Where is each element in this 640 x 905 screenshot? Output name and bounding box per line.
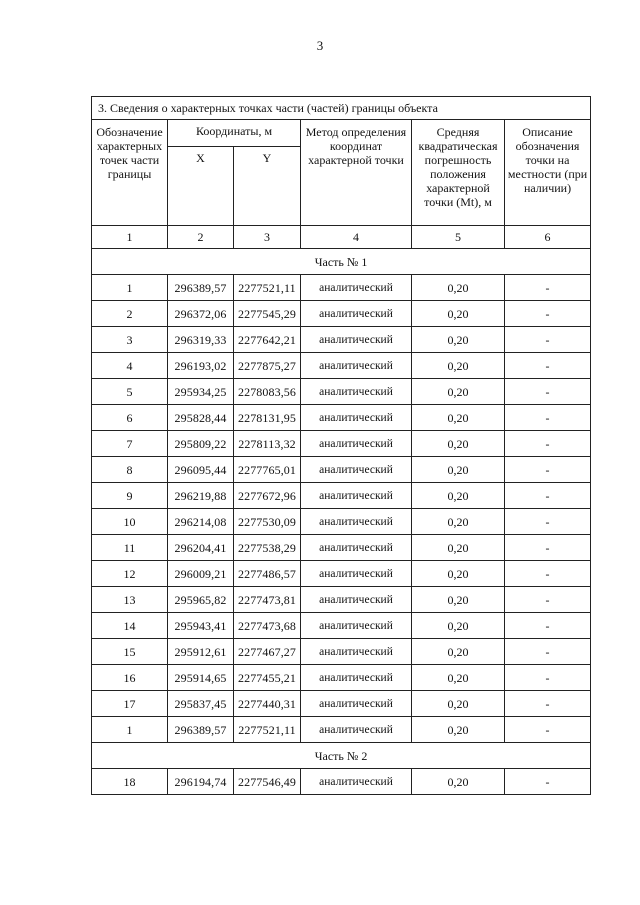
table-row	[92, 691, 591, 717]
method-cell: аналитический	[301, 379, 412, 405]
accuracy-cell: 0,20	[412, 769, 505, 795]
accuracy-cell: 0,20	[412, 561, 505, 587]
coord-y: 2278083,56	[234, 379, 301, 405]
point-number: 2	[92, 301, 168, 327]
header-x: X	[168, 147, 234, 226]
method-cell: аналитический	[301, 431, 412, 457]
accuracy-cell: 0,20	[412, 431, 505, 457]
column-number: 3	[234, 226, 301, 249]
coord-y: 2277672,96	[234, 483, 301, 509]
coord-x: 295934,25	[168, 379, 234, 405]
point-number: 7	[92, 431, 168, 457]
coord-y: 2277538,29	[234, 535, 301, 561]
method-cell: аналитический	[301, 639, 412, 665]
coord-y: 2277642,21	[234, 327, 301, 353]
column-number: 1	[92, 226, 168, 249]
accuracy-cell: 0,20	[412, 405, 505, 431]
coord-x: 295912,61	[168, 639, 234, 665]
coord-y: 2277486,57	[234, 561, 301, 587]
coord-x: 296372,06	[168, 301, 234, 327]
coord-y: 2277467,27	[234, 639, 301, 665]
point-number: 1	[92, 717, 168, 743]
method-cell: аналитический	[301, 405, 412, 431]
description-cell: -	[505, 561, 591, 587]
description-cell: -	[505, 639, 591, 665]
description-cell: -	[505, 691, 591, 717]
description-cell: -	[505, 379, 591, 405]
method-cell: аналитический	[301, 613, 412, 639]
coord-x: 296009,21	[168, 561, 234, 587]
coord-x: 296319,33	[168, 327, 234, 353]
method-cell: аналитический	[301, 769, 412, 795]
part-title: Часть № 2	[92, 743, 591, 769]
method-cell: аналитический	[301, 535, 412, 561]
method-cell: аналитический	[301, 301, 412, 327]
point-number: 1	[92, 275, 168, 301]
table-row	[92, 769, 591, 795]
table-row	[92, 535, 591, 561]
coord-x: 296389,57	[168, 275, 234, 301]
accuracy-cell: 0,20	[412, 483, 505, 509]
method-cell: аналитический	[301, 587, 412, 613]
point-number: 10	[92, 509, 168, 535]
description-cell: -	[505, 613, 591, 639]
coord-y: 2277521,11	[234, 717, 301, 743]
point-number: 4	[92, 353, 168, 379]
accuracy-cell: 0,20	[412, 613, 505, 639]
description-cell: -	[505, 275, 591, 301]
description-cell: -	[505, 535, 591, 561]
coord-x: 295914,65	[168, 665, 234, 691]
coord-y: 2277545,29	[234, 301, 301, 327]
accuracy-cell: 0,20	[412, 509, 505, 535]
coord-y: 2277765,01	[234, 457, 301, 483]
boundary-points-table	[91, 96, 591, 795]
table-row	[92, 483, 591, 509]
method-cell: аналитический	[301, 353, 412, 379]
coord-y: 2277455,21	[234, 665, 301, 691]
part-header-row	[92, 743, 591, 769]
coord-x: 296389,57	[168, 717, 234, 743]
accuracy-cell: 0,20	[412, 275, 505, 301]
method-cell: аналитический	[301, 665, 412, 691]
coord-y: 2277875,27	[234, 353, 301, 379]
table-row	[92, 587, 591, 613]
coord-x: 295828,44	[168, 405, 234, 431]
coord-x: 295837,45	[168, 691, 234, 717]
column-numbers-row	[92, 226, 591, 249]
point-number: 12	[92, 561, 168, 587]
method-cell: аналитический	[301, 327, 412, 353]
coord-x: 296193,02	[168, 353, 234, 379]
point-number: 8	[92, 457, 168, 483]
table-row	[92, 639, 591, 665]
method-cell: аналитический	[301, 717, 412, 743]
accuracy-cell: 0,20	[412, 639, 505, 665]
accuracy-cell: 0,20	[412, 691, 505, 717]
point-number: 14	[92, 613, 168, 639]
table-row	[92, 301, 591, 327]
accuracy-cell: 0,20	[412, 327, 505, 353]
method-cell: аналитический	[301, 275, 412, 301]
table-row	[92, 665, 591, 691]
table-row	[92, 353, 591, 379]
column-number: 4	[301, 226, 412, 249]
header-method: Метод определения координат характерной точки	[301, 120, 412, 226]
coord-x: 296219,88	[168, 483, 234, 509]
point-number: 13	[92, 587, 168, 613]
accuracy-cell: 0,20	[412, 665, 505, 691]
description-cell: -	[505, 509, 591, 535]
point-number: 5	[92, 379, 168, 405]
part-title: Часть № 1	[92, 249, 591, 275]
column-number: 6	[505, 226, 591, 249]
table-row	[92, 613, 591, 639]
point-number: 15	[92, 639, 168, 665]
coord-x: 296204,41	[168, 535, 234, 561]
method-cell: аналитический	[301, 483, 412, 509]
coord-y: 2277473,68	[234, 613, 301, 639]
accuracy-cell: 0,20	[412, 535, 505, 561]
coord-x: 296214,08	[168, 509, 234, 535]
coord-y: 2277473,81	[234, 587, 301, 613]
coord-x: 296095,44	[168, 457, 234, 483]
accuracy-cell: 0,20	[412, 301, 505, 327]
description-cell: -	[505, 327, 591, 353]
point-number: 3	[92, 327, 168, 353]
coord-x: 295809,22	[168, 431, 234, 457]
table-row	[92, 275, 591, 301]
coord-x: 296194,74	[168, 769, 234, 795]
coord-y: 2277546,49	[234, 769, 301, 795]
coord-x: 295943,41	[168, 613, 234, 639]
description-cell: -	[505, 717, 591, 743]
page-number: 3	[316, 38, 324, 53]
accuracy-cell: 0,20	[412, 717, 505, 743]
point-number: 9	[92, 483, 168, 509]
header-accuracy: Средняя квадратическая погрешность положения характерной точки (Mt), м	[412, 120, 505, 226]
header-coordinates: Координаты, м	[168, 120, 301, 147]
table-row	[92, 509, 591, 535]
point-number: 16	[92, 665, 168, 691]
table-row	[92, 327, 591, 353]
description-cell: -	[505, 431, 591, 457]
description-cell: -	[505, 769, 591, 795]
header-description: Описание обозначения точки на местности (при наличии)	[505, 120, 591, 226]
header-designation: Обозначение характерных точек части границы	[92, 120, 168, 226]
column-number: 5	[412, 226, 505, 249]
description-cell: -	[505, 353, 591, 379]
coord-x: 295965,82	[168, 587, 234, 613]
table-row	[92, 717, 591, 743]
point-number: 6	[92, 405, 168, 431]
description-cell: -	[505, 301, 591, 327]
method-cell: аналитический	[301, 691, 412, 717]
coord-y: 2278113,32	[234, 431, 301, 457]
method-cell: аналитический	[301, 561, 412, 587]
part-header-row	[92, 249, 591, 275]
coord-y: 2277440,31	[234, 691, 301, 717]
point-number: 11	[92, 535, 168, 561]
table-row	[92, 457, 591, 483]
point-number: 17	[92, 691, 168, 717]
accuracy-cell: 0,20	[412, 353, 505, 379]
column-number: 2	[168, 226, 234, 249]
description-cell: -	[505, 405, 591, 431]
method-cell: аналитический	[301, 509, 412, 535]
description-cell: -	[505, 587, 591, 613]
description-cell: -	[505, 457, 591, 483]
section-title: 3. Сведения о характерных точках части (частей) границы объекта	[92, 97, 591, 120]
description-cell: -	[505, 665, 591, 691]
coord-y: 2277530,09	[234, 509, 301, 535]
coord-y: 2278131,95	[234, 405, 301, 431]
table-row	[92, 405, 591, 431]
accuracy-cell: 0,20	[412, 587, 505, 613]
point-number: 18	[92, 769, 168, 795]
table-row	[92, 379, 591, 405]
description-cell: -	[505, 483, 591, 509]
method-cell: аналитический	[301, 457, 412, 483]
table-row	[92, 561, 591, 587]
table-row	[92, 431, 591, 457]
accuracy-cell: 0,20	[412, 379, 505, 405]
coord-y: 2277521,11	[234, 275, 301, 301]
header-y: Y	[234, 147, 301, 226]
accuracy-cell: 0,20	[412, 457, 505, 483]
